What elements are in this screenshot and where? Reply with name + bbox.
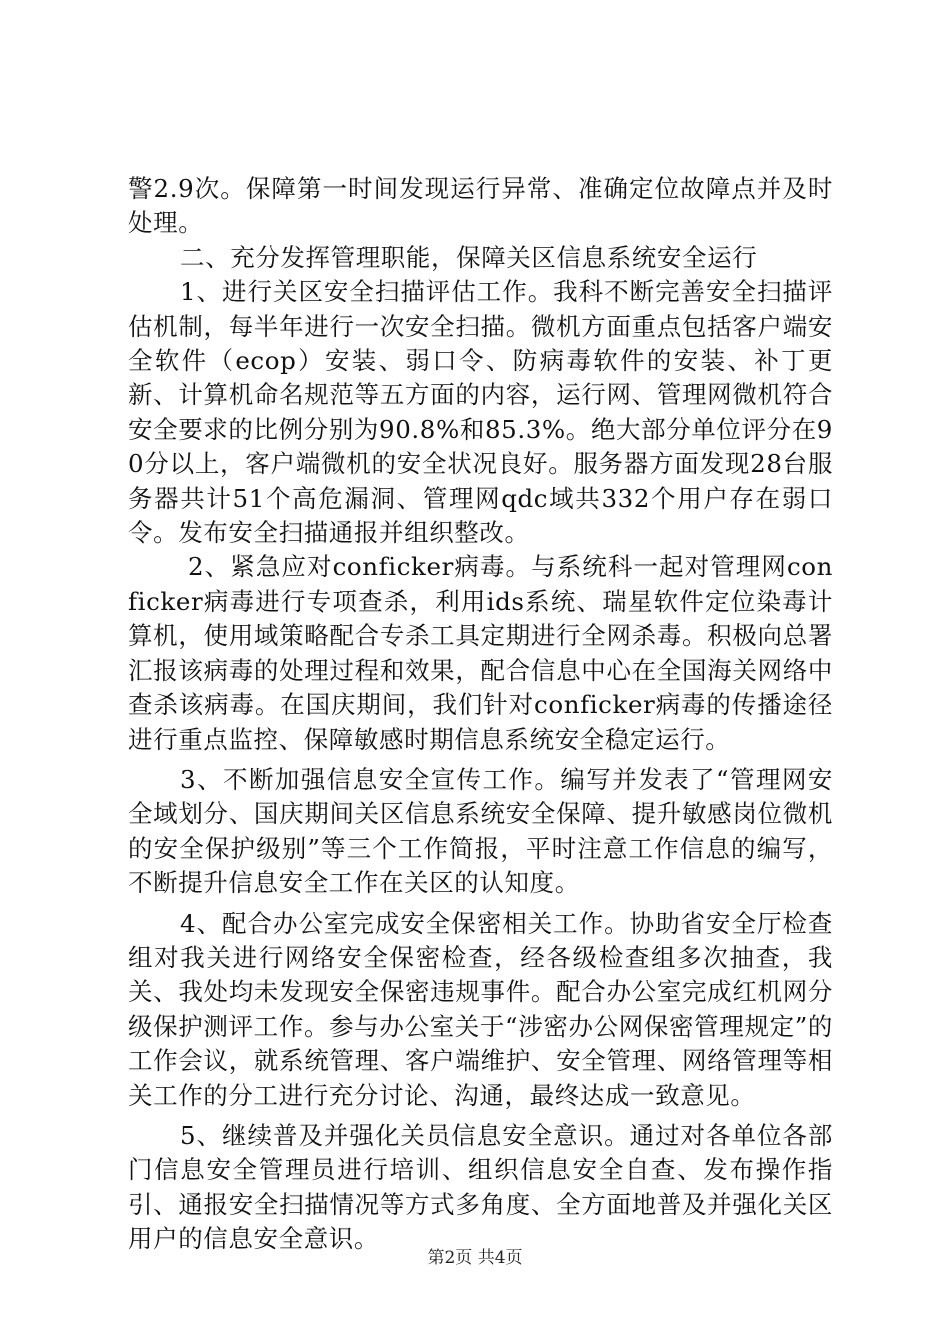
- paragraph-item-5: 5、继续普及并强化关员信息安全意识。通过对各单位各部门信息安全管理员进行培训、组织信息安全自查、发布操作指引、通报安全扫描情况等方式多角度、全方面地普及并强化关区用户的信息安全意识。: [128, 1120, 833, 1254]
- document-body: [128, 172, 833, 1257]
- page-footer: 第2页 共4页: [427, 1248, 523, 1268]
- paragraph-item-2: 2、紧急应对conficker病毒。与系统科一起对管理网conficker病毒进行专项查杀，利用ids系统、瑞星软件定位染毒计算机，使用域策略配合专杀工具定期进行全网杀毒。积极向总署汇报该病毒的处理过程和效果，配合信息中心在全国海关网络中查杀该病毒。在国庆期间，我们针对conficker病毒的传播途径进行重点监控、保障敏感时期信息系统安全稳定运行。: [128, 552, 833, 754]
- paragraph-item-4: 4、配合办公室完成安全保密相关工作。协助省安全厅检查组对我关进行网络安全保密检查，经各级检查组多次抽查，我关、我处均未发现安全保密违规事件。配合办公室完成红机网分级保护测评工作。参与办公室关于“涉密办公网保密管理规定”的工作会议，就系统管理、客户端维护、安全管理、网络管理等相关工作的分工进行充分讨论、沟通，最终达成一致意见。: [128, 908, 833, 1110]
- paragraph-continuation: 警2.9次。保障第一时间发现运行异常、准确定位故障点并及时处理。: [128, 174, 833, 238]
- paragraph-item-1: 1、进行关区安全扫描评估工作。我科不断完善安全扫描评估机制，每半年进行一次安全扫描。微机方面重点包括客户端安全软件（ecop）安装、弱口令、防病毒软件的安装、补丁更新、计算机命名规范等五方面的内容，运行网、管理网微机符合安全要求的比例分别为90.8%和85.3%。绝大部分单位评分在90分以上，客户端微机的安全状况良好。服务器方面发现28台服务器共计51个高危漏洞、管理网qdc域共332个用户存在弱口令。发布安全扫描通报并组织整改。: [128, 277, 833, 548]
- paragraph-item-3: 3、不断加强信息安全宣传工作。编写并发表了“管理网安全域划分、国庆期间关区信息系统安全保障、提升敏感岗位微机的安全保护级别”等三个工作简报，平时注意工作信息的编写，不断提升信息安全工作在关区的认知度。: [128, 764, 833, 898]
- section-heading: 二、充分发挥管理职能，保障关区信息系统安全运行: [180, 242, 758, 272]
